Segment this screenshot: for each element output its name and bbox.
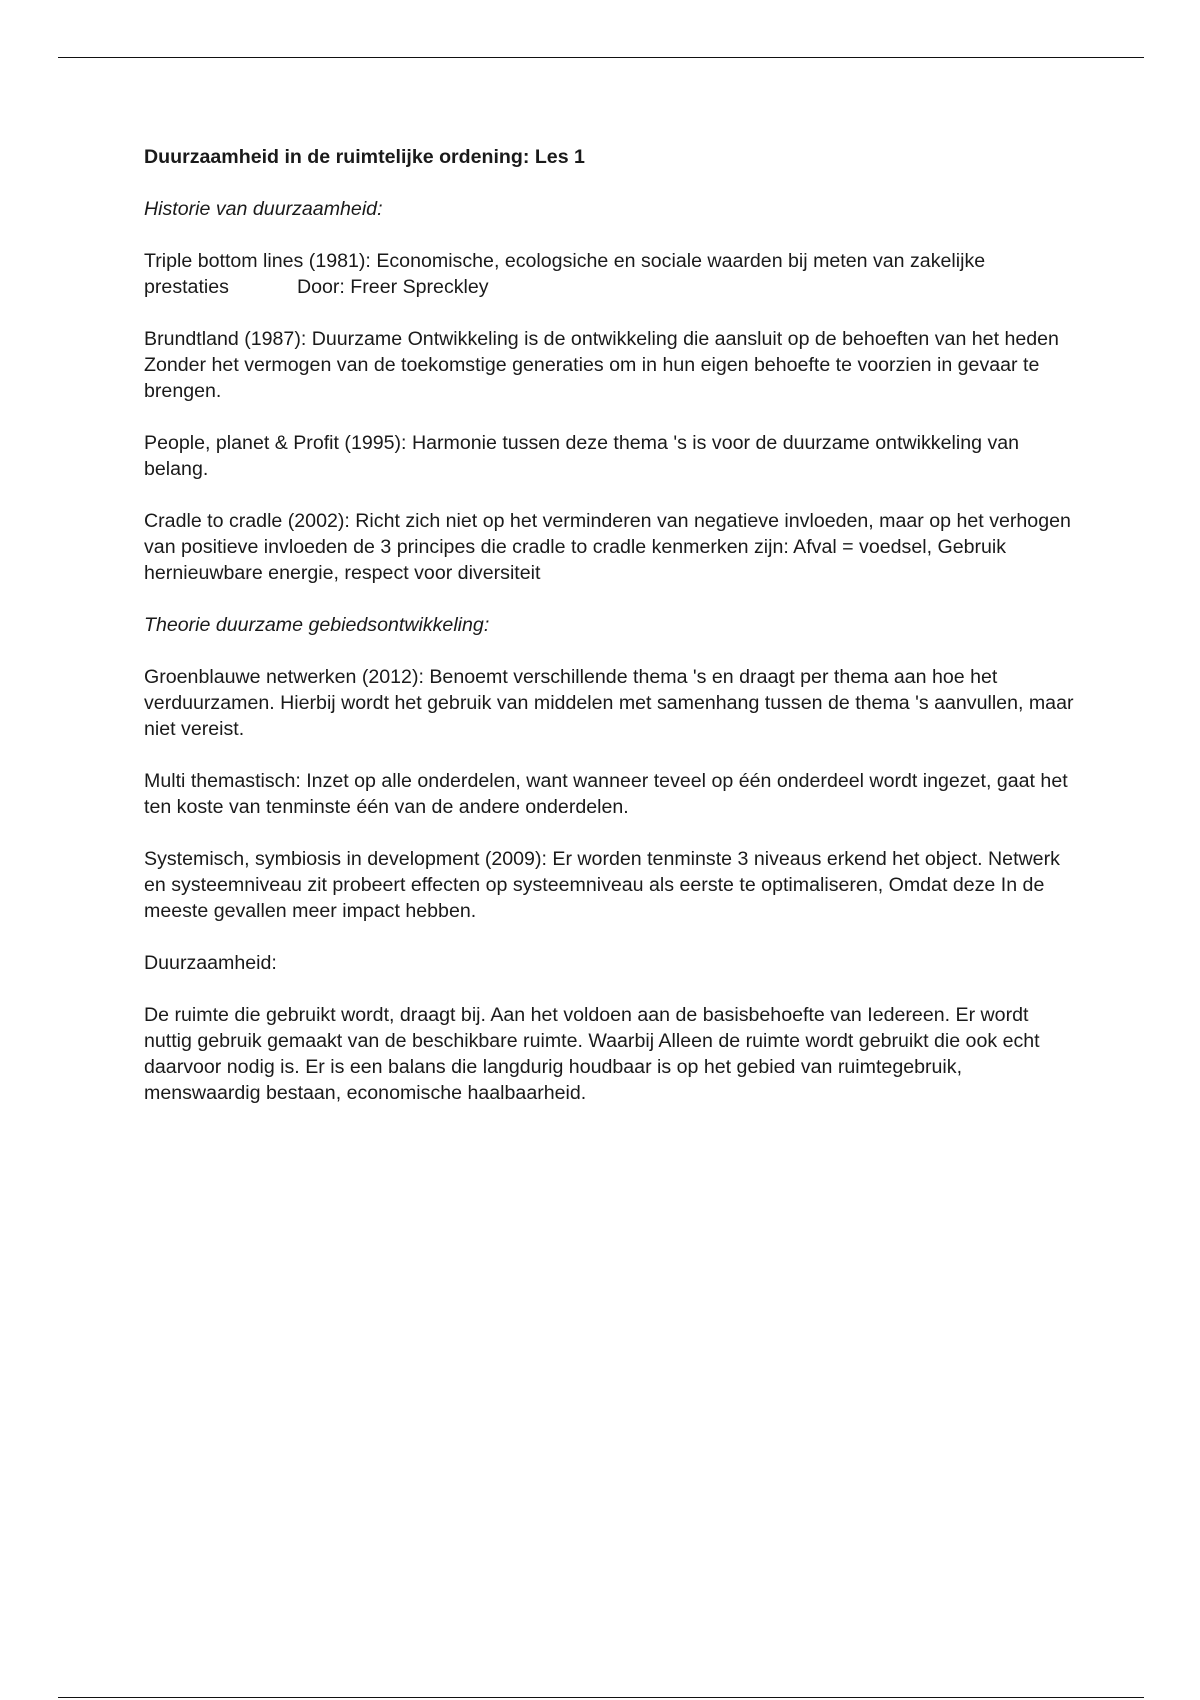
- paragraph-people-planet-profit: People, planet & Profit (1995): Harmonie tussen deze thema 's is voor de duurzame ontwikkeling van belang.: [144, 432, 1020, 480]
- heading-sustainability: Duurzaamheid:: [144, 952, 277, 974]
- top-rule: [58, 57, 1144, 58]
- paragraph-groenblauwe-netwerken: Groenblauwe netwerken (2012): Benoemt verschillende thema 's en draagt per thema aan hoe het verduurzamen. Hierbij wordt het gebruik van middelen met samenhang tussen de thema 's aanvullen, maar niet vereist.: [144, 666, 1074, 740]
- bottom-rule: [58, 1697, 1144, 1698]
- triple-bottom-line-author: Door: Freer Spreckley: [296, 276, 489, 298]
- paragraph-brundtland: Brundtland (1987): Duurzame Ontwikkeling is de ontwikkeling die aansluit op de behoeften van het heden Zonder het vermogen van de toekomstige generaties om in hun eigen behoefte te voorzien in gevaar te brengen.: [144, 328, 1059, 402]
- paragraph-triple-bottom-line: [144, 248, 1074, 300]
- document-body: [144, 144, 1074, 1132]
- triple-bottom-line-text: Triple bottom lines (1981): Economische, ecologsiche en sociale waarden bij meten van zakelijke prestaties: [144, 250, 986, 298]
- heading-theory: Theorie duurzame gebiedsontwikkeling:: [144, 614, 490, 636]
- paragraph-cradle-to-cradle: Cradle to cradle (2002): Richt zich niet op het verminderen van negatieve invloeden, maar op het verhogen van positieve invloeden de 3 principes die cradle to cradle kenmerken zijn: Afval = voedsel, Gebruik hernieuwbare energie, respect voor diversiteit: [144, 510, 1071, 584]
- paragraph-systemisch: Systemisch, symbiosis in development (2009): Er worden tenminste 3 niveaus erkend het object. Netwerk en systeemniveau zit probeert effecten op systeemniveau als eerste te optimaliseren, Omdat deze In de meeste gevallen meer impact hebben.: [144, 848, 1060, 922]
- document-title: Duurzaamheid in de ruimtelijke ordening: Les 1: [144, 146, 585, 168]
- heading-history: Historie van duurzaamheid:: [144, 198, 383, 220]
- paragraph-multi-thematisch: Multi themastisch: Inzet op alle onderdelen, want wanneer teveel op één onderdeel wordt ingezet, gaat het ten koste van tenminste één van de andere onderdelen.: [144, 770, 1068, 818]
- paragraph-definition: De ruimte die gebruikt wordt, draagt bij. Aan het voldoen aan de basisbehoefte van Iedereen. Er wordt nuttig gebruik gemaakt van de beschikbare ruimte. Waarbij Alleen de ruimte wordt gebruikt die ook echt daarvoor nodig is. Er is een balans die langdurig houdbaar is op het gebied van ruimtegebruik, menswaardig bestaan, economische haalbaarheid.: [144, 1004, 1040, 1104]
